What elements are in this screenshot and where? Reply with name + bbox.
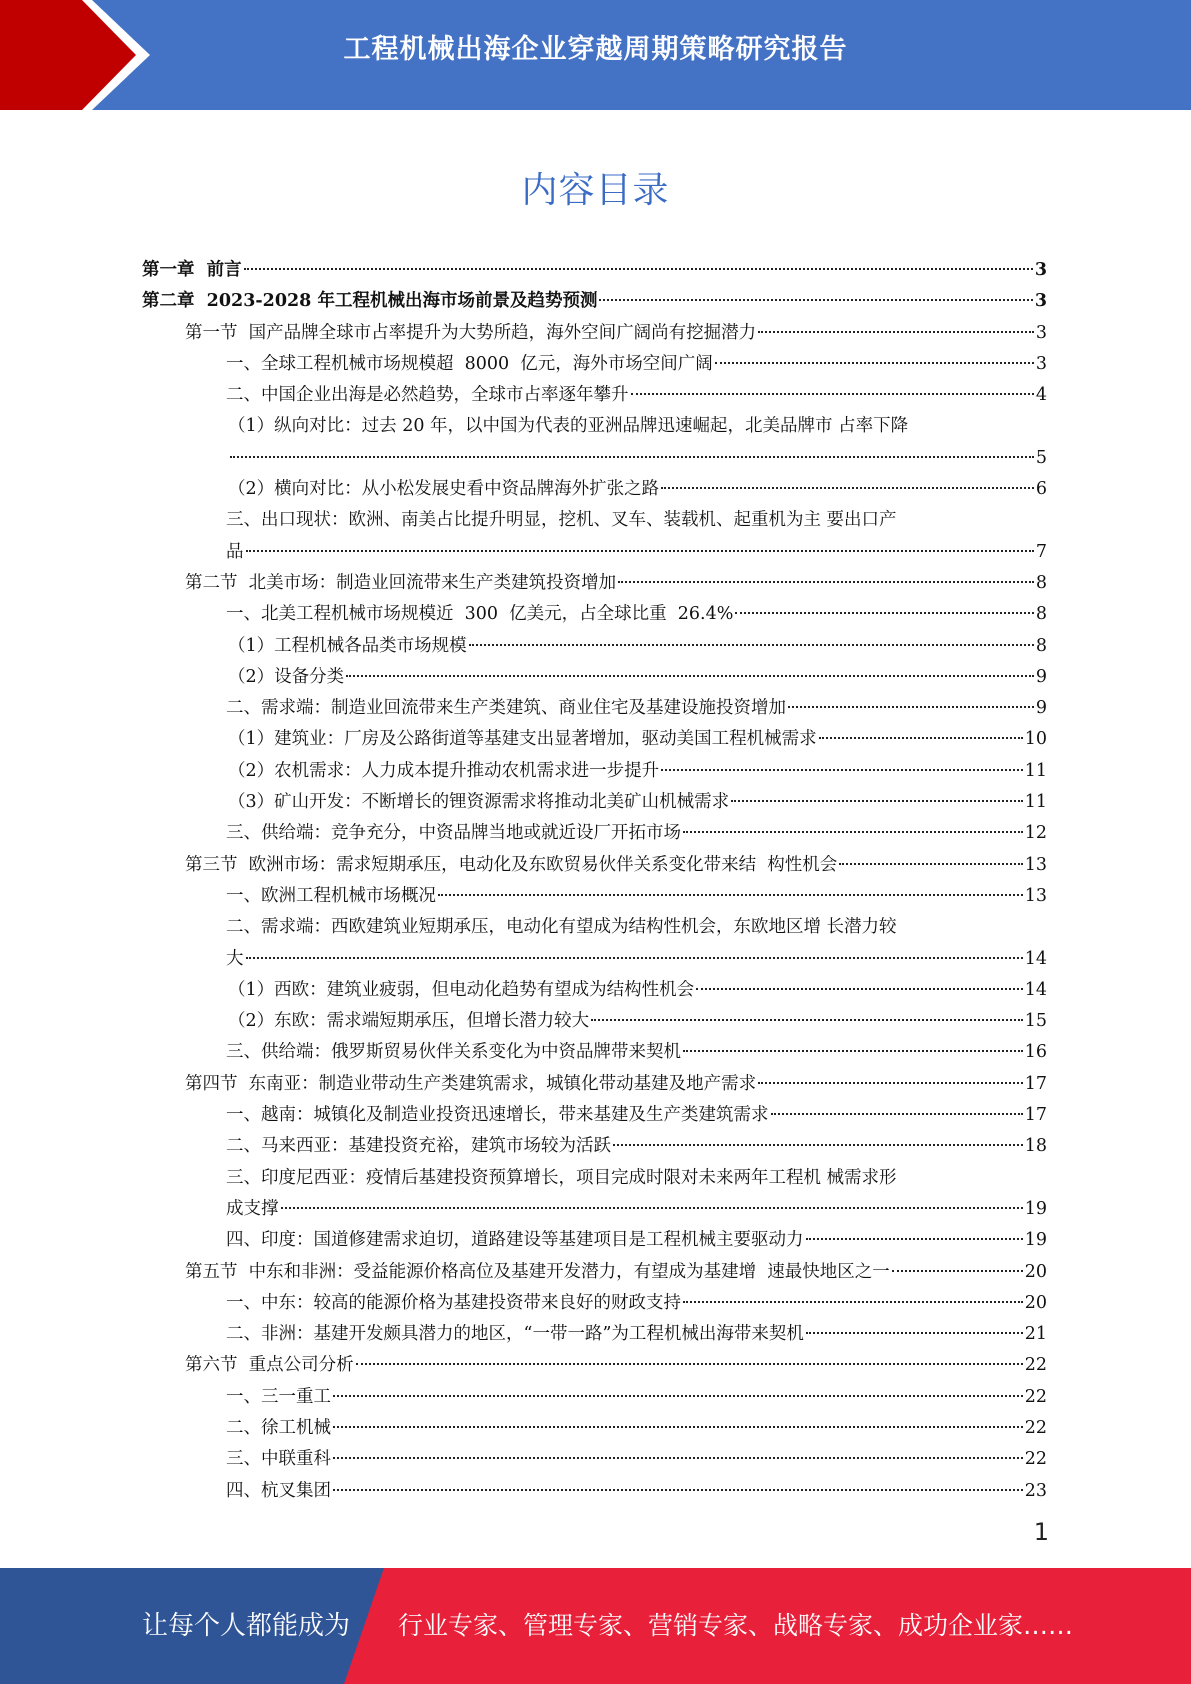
toc-page-number: 3 bbox=[1035, 322, 1047, 343]
toc-entry[interactable] bbox=[142, 881, 1047, 912]
dot-leader bbox=[244, 268, 1033, 270]
toc-entry-text: 一、全球工程机械市场规模超 8000 亿元，海外市场空间广阔 bbox=[226, 353, 713, 374]
toc-page-number: 6 bbox=[1035, 479, 1047, 500]
toc-page-number: 13 bbox=[1024, 854, 1047, 875]
dot-leader bbox=[591, 1019, 1023, 1021]
toc-page-number: 21 bbox=[1024, 1324, 1047, 1345]
toc-page-number: 11 bbox=[1024, 760, 1047, 781]
toc-entry-text: （1）西欧：建筑业疲弱，但电动化趋势有望成为结构性机会 bbox=[228, 979, 695, 1000]
toc-entry-text: （2）农机需求：人力成本提升推动农机需求进一步提升 bbox=[228, 760, 660, 781]
toc-entry[interactable] bbox=[142, 1225, 1047, 1256]
toc-entry-text: 一、三一重工 bbox=[226, 1386, 331, 1407]
footer-slogan-left: 让每个人都能成为 bbox=[142, 1611, 351, 1641]
footer-slogan-right: 行业专家、管理专家、营销专家、战略专家、成功企业家…… bbox=[398, 1611, 1074, 1640]
toc-page-number: 14 bbox=[1024, 948, 1047, 969]
toc-entry[interactable] bbox=[142, 1257, 1047, 1288]
report-title: 工程机械出海企业穿越周期策略研究报告 bbox=[343, 34, 848, 65]
toc-entry[interactable] bbox=[142, 1319, 1047, 1350]
toc-page-number: 20 bbox=[1024, 1292, 1047, 1313]
toc-entry-text: （1）纵向对比：过去 20 年，以中国为代表的亚洲品牌迅速崛起，北美品牌市 占率下降 bbox=[228, 416, 909, 437]
toc-page-number: 17 bbox=[1024, 1105, 1047, 1126]
toc-entry-text: 二、非洲：基建开发颇具潜力的地区，“一带一路”为工程机械出海带来契机 bbox=[226, 1324, 804, 1345]
table-of-contents bbox=[142, 255, 1047, 1507]
toc-entry[interactable] bbox=[142, 568, 1047, 599]
toc-entry-text-continued: 大 bbox=[226, 948, 244, 969]
toc-page-number: 8 bbox=[1035, 604, 1047, 625]
toc-entry[interactable] bbox=[142, 1006, 1047, 1037]
toc-entry[interactable] bbox=[142, 505, 1047, 568]
dot-leader bbox=[758, 1082, 1023, 1084]
toc-entry[interactable] bbox=[142, 787, 1047, 818]
toc-entry-text: 四、杭叉集团 bbox=[226, 1480, 331, 1501]
toc-entry[interactable] bbox=[142, 1444, 1047, 1475]
page-number: 1 bbox=[1033, 1518, 1049, 1546]
toc-entry[interactable] bbox=[142, 818, 1047, 849]
dot-leader bbox=[333, 1457, 1023, 1459]
dot-leader bbox=[618, 581, 1034, 583]
toc-entry[interactable] bbox=[142, 599, 1047, 630]
toc-entry-text: 第二章 2023-2028 年工程机械出海市场前景及趋势预测 bbox=[142, 291, 598, 312]
toc-page-number: 3 bbox=[1035, 353, 1047, 374]
toc-page-number: 20 bbox=[1024, 1261, 1047, 1282]
dot-leader bbox=[346, 675, 1034, 677]
toc-page-number: 16 bbox=[1024, 1042, 1047, 1063]
toc-page-number: 12 bbox=[1024, 823, 1047, 844]
toc-entry-text: 一、欧洲工程机械市场概况 bbox=[226, 885, 436, 906]
toc-entry-text-continued: 品 bbox=[226, 541, 244, 562]
dot-leader bbox=[806, 1332, 1023, 1334]
dot-leader bbox=[819, 737, 1023, 739]
toc-entry[interactable] bbox=[142, 1288, 1047, 1319]
toc-entry[interactable] bbox=[142, 286, 1047, 317]
dot-leader bbox=[631, 393, 1034, 395]
dot-leader bbox=[696, 988, 1023, 990]
toc-page-number: 22 bbox=[1024, 1386, 1047, 1407]
toc-entry-text: 第五节 中东和非洲：受益能源价格高位及基建开发潜力，有望成为基建增 速最快地区之一 bbox=[185, 1261, 890, 1282]
dot-leader bbox=[281, 1207, 1023, 1209]
toc-entry-text: 第一节 国产品牌全球市占率提升为大势所趋，海外空间广阔尚有挖掘潜力 bbox=[185, 322, 757, 343]
dot-leader bbox=[839, 863, 1022, 865]
toc-entry-text: 一、越南：城镇化及制造业投资迅速增长，带来基建及生产类建筑需求 bbox=[226, 1105, 769, 1126]
toc-entry-text: 二、马来西亚：基建投资充裕，建筑市场较为活跃 bbox=[226, 1136, 611, 1157]
dot-leader bbox=[683, 1050, 1023, 1052]
dot-leader bbox=[806, 1238, 1023, 1240]
toc-entry-text: （2）东欧：需求端短期承压，但增长潜力较大 bbox=[228, 1011, 590, 1032]
toc-entry-text: 第三节 欧洲市场：需求短期承压，电动化及东欧贸易伙伴关系变化带来结 构性机会 bbox=[185, 854, 838, 875]
toc-entry-text: 第二节 北美市场：制造业回流带来生产类建筑投资增加 bbox=[185, 572, 617, 593]
toc-page-number: 11 bbox=[1024, 792, 1047, 813]
dot-leader bbox=[683, 831, 1023, 833]
toc-entry-text: 二、需求端：制造业回流带来生产类建筑、商业住宅及基建设施投资增加 bbox=[226, 698, 786, 719]
page-header-banner bbox=[0, 0, 1191, 110]
toc-entry[interactable] bbox=[142, 631, 1047, 662]
toc-entry-text: 四、印度：国道修建需求迫切，道路建设等基建项目是工程机械主要驱动力 bbox=[226, 1230, 804, 1251]
toc-entry-text: 第四节 东南亚：制造业带动生产类建筑需求，城镇化带动基建及地产需求 bbox=[185, 1073, 757, 1094]
toc-page-number: 13 bbox=[1024, 885, 1047, 906]
dot-leader bbox=[246, 957, 1023, 959]
toc-page-number: 22 bbox=[1024, 1449, 1047, 1470]
toc-entry[interactable] bbox=[142, 662, 1047, 693]
toc-entry-text: 一、北美工程机械市场规模近 300 亿美元，占全球比重 26.4% bbox=[226, 604, 734, 625]
toc-entry-text: 三、中联重科 bbox=[226, 1449, 331, 1470]
toc-page-number: 3 bbox=[1034, 291, 1047, 312]
toc-page-number: 17 bbox=[1024, 1073, 1047, 1094]
toc-entry[interactable] bbox=[142, 1350, 1047, 1381]
toc-entry-text: 二、需求端：西欧建筑业短期承压，电动化有望成为结构性机会，东欧地区增 长潜力较 bbox=[226, 917, 897, 938]
toc-entry[interactable] bbox=[142, 255, 1047, 286]
dot-leader bbox=[599, 299, 1032, 301]
dot-leader bbox=[661, 769, 1023, 771]
toc-entry-text: 二、中国企业出海是必然趋势，全球市占率逐年攀升 bbox=[226, 385, 629, 406]
toc-page-number: 23 bbox=[1024, 1480, 1047, 1501]
dot-leader bbox=[246, 550, 1034, 552]
toc-entry-text: （3）矿山开发：不断增长的锂资源需求将推动北美矿山机械需求 bbox=[228, 792, 730, 813]
dot-leader bbox=[758, 331, 1034, 333]
toc-entry[interactable] bbox=[142, 1037, 1047, 1068]
toc-entry[interactable] bbox=[142, 850, 1047, 881]
dot-leader bbox=[661, 487, 1034, 489]
dot-leader bbox=[731, 800, 1023, 802]
toc-page-number: 8 bbox=[1035, 572, 1047, 593]
toc-entry[interactable] bbox=[142, 380, 1047, 411]
toc-page-number: 9 bbox=[1035, 698, 1047, 719]
dot-leader bbox=[735, 612, 1033, 614]
toc-page-number: 19 bbox=[1024, 1198, 1047, 1219]
toc-entry[interactable] bbox=[142, 349, 1047, 380]
toc-page-number: 7 bbox=[1035, 541, 1047, 562]
dot-leader bbox=[892, 1270, 1023, 1272]
toc-entry-text: （2）横向对比：从小松发展史看中资品牌海外扩张之路 bbox=[228, 479, 660, 500]
toc-page-number: 22 bbox=[1024, 1417, 1047, 1438]
toc-entry[interactable] bbox=[142, 756, 1047, 787]
toc-heading: 内容目录 bbox=[521, 170, 670, 211]
dot-leader bbox=[771, 1113, 1023, 1115]
toc-entry[interactable] bbox=[142, 1131, 1047, 1162]
dot-leader bbox=[333, 1489, 1023, 1491]
toc-entry[interactable] bbox=[142, 318, 1047, 349]
toc-entry-text: （1）建筑业：厂房及公路街道等基建支出显著增加，驱动美国工程机械需求 bbox=[228, 729, 817, 750]
toc-page-number: 3 bbox=[1034, 260, 1047, 280]
toc-entry[interactable] bbox=[142, 912, 1047, 975]
toc-page-number: 15 bbox=[1024, 1011, 1047, 1032]
toc-entry-text-continued: 成支撑 bbox=[226, 1198, 279, 1219]
toc-entry[interactable] bbox=[142, 724, 1047, 755]
toc-page-number: 9 bbox=[1035, 666, 1047, 687]
dot-leader bbox=[613, 1144, 1023, 1146]
toc-entry[interactable] bbox=[142, 411, 1047, 474]
dot-leader bbox=[469, 644, 1034, 646]
toc-entry[interactable] bbox=[142, 1413, 1047, 1444]
dot-leader bbox=[788, 706, 1034, 708]
toc-page-number: 14 bbox=[1024, 979, 1047, 1000]
toc-page-number: 5 bbox=[1035, 447, 1047, 468]
toc-entry[interactable] bbox=[142, 1100, 1047, 1131]
toc-entry-text: 三、供给端：竞争充分，中资品牌当地或就近设厂开拓市场 bbox=[226, 823, 681, 844]
dot-leader bbox=[356, 1363, 1023, 1365]
toc-entry-text: （1）工程机械各品类市场规模 bbox=[228, 635, 467, 656]
dot-leader bbox=[683, 1301, 1023, 1303]
toc-entry-text: 一、中东：较高的能源价格为基建投资带来良好的财政支持 bbox=[226, 1292, 681, 1313]
toc-entry-text: 三、供给端：俄罗斯贸易伙伴关系变化为中资品牌带来契机 bbox=[226, 1042, 681, 1063]
toc-page-number: 10 bbox=[1024, 729, 1047, 750]
dot-leader bbox=[333, 1395, 1023, 1397]
toc-entry-text: 第六节 重点公司分析 bbox=[185, 1355, 354, 1376]
dot-leader bbox=[333, 1426, 1023, 1428]
toc-entry-text: （2）设备分类 bbox=[228, 666, 345, 687]
toc-page-number: 4 bbox=[1035, 385, 1047, 406]
toc-page-number: 8 bbox=[1035, 635, 1047, 656]
dot-leader bbox=[438, 894, 1023, 896]
toc-entry[interactable] bbox=[142, 1069, 1047, 1100]
toc-entry[interactable] bbox=[142, 975, 1047, 1006]
toc-entry[interactable] bbox=[142, 1382, 1047, 1413]
dot-leader bbox=[715, 362, 1034, 364]
dot-leader bbox=[230, 456, 1034, 458]
toc-entry[interactable] bbox=[142, 693, 1047, 724]
toc-entry-text: 第一章 前言 bbox=[142, 260, 242, 280]
toc-entry-text: 三、出口现状：欧洲、南美占比提升明显，挖机、叉车、装载机、起重机为主 要出口产 bbox=[226, 510, 897, 531]
toc-page-number: 22 bbox=[1024, 1355, 1047, 1376]
toc-entry[interactable] bbox=[142, 474, 1047, 505]
toc-page-number: 19 bbox=[1024, 1230, 1047, 1251]
toc-entry-text: 三、印度尼西亚：疫情后基建投资预算增长，项目完成时限对未来两年工程机 械需求形 bbox=[226, 1167, 897, 1188]
toc-page-number: 18 bbox=[1024, 1136, 1047, 1157]
page-footer-banner bbox=[0, 1568, 1191, 1684]
toc-entry[interactable] bbox=[142, 1163, 1047, 1226]
toc-entry-text: 二、徐工机械 bbox=[226, 1417, 331, 1438]
toc-entry[interactable] bbox=[142, 1476, 1047, 1507]
